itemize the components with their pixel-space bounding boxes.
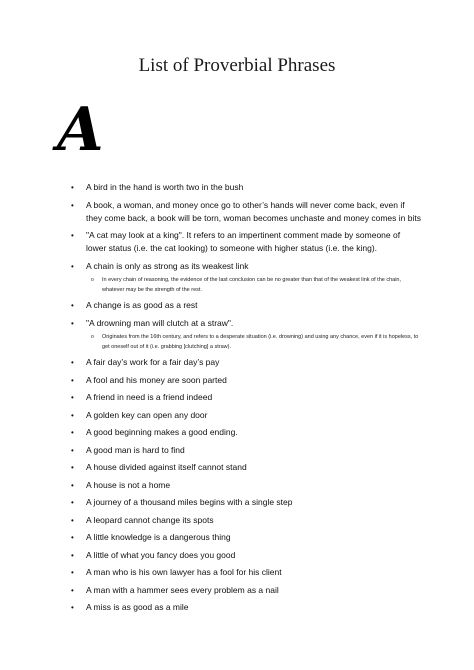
bullet-icon: • <box>71 568 74 577</box>
bullet-icon: • <box>71 550 74 560</box>
section-letter: A <box>57 95 104 165</box>
bullet-icon: • <box>71 603 74 612</box>
sublist-item <box>86 275 421 295</box>
bullet-icon: • <box>71 301 74 310</box>
bullet-icon: • <box>71 585 74 595</box>
list-item <box>71 299 421 312</box>
list-item-text: A little of what you fancy does you good <box>86 549 236 560</box>
bullet-icon: • <box>71 410 74 420</box>
list-item <box>71 444 421 457</box>
bullet-icon: • <box>71 480 74 490</box>
list-item <box>71 426 421 439</box>
list-item-text: A chain is only as strong as its weakest link <box>86 260 249 271</box>
circle-bullet-icon: o <box>91 276 94 283</box>
bullet-icon: • <box>71 261 74 271</box>
list-item-text: A leopard cannot change its spots <box>86 514 214 525</box>
bullet-icon: • <box>71 533 74 542</box>
bullet-icon: • <box>71 393 74 402</box>
list-item <box>71 181 421 194</box>
bullet-icon: • <box>71 498 74 507</box>
list-item-text: A house divided against itself cannot stand <box>86 462 247 472</box>
list-item-text: "A drowning man will clutch at a straw". <box>86 317 234 328</box>
list-item-text: A man with a hammer sees every problem as a nail <box>86 584 279 595</box>
bullet-icon: • <box>71 463 74 472</box>
list-item <box>71 514 421 527</box>
list-item-text: A bird in the hand is worth two in the bush <box>86 182 244 192</box>
sublist <box>86 275 421 295</box>
bullet-icon: • <box>71 445 74 455</box>
list-item <box>71 391 421 404</box>
list-item-text: A house is not a home <box>86 479 171 490</box>
sublist-item-text: In every chain of reasoning, the evidence of the last conclusion can be no greater than that of the weakest link of the chain, whatever may be the strength of the rest. <box>102 276 402 293</box>
list-item <box>71 549 421 562</box>
list-item <box>71 356 421 369</box>
list-item-text: A good beginning makes a good ending. <box>86 427 238 437</box>
list-item <box>71 531 421 544</box>
list-item-text: A journey of a thousand miles begins with a single step <box>86 497 293 507</box>
page-title: List of Proverbial Phrases <box>138 55 336 76</box>
bullet-icon: • <box>71 200 74 210</box>
bullet-icon: • <box>71 428 74 437</box>
bullet-icon: • <box>71 318 74 328</box>
list-item-text: A book, a woman, and money once go to other’s hands will never come back, even if they come back, a book will be torn, woman becomes unchaste and money comes in bits <box>86 199 421 223</box>
bullet-icon: • <box>71 375 74 385</box>
list-item <box>71 317 421 352</box>
list-item <box>71 409 421 422</box>
bullet-icon: • <box>71 183 74 192</box>
list-item <box>71 260 421 295</box>
proverb-list <box>71 181 421 619</box>
bullet-icon: • <box>71 231 74 240</box>
list-item-text: A man who is his own lawyer has a fool for his client <box>86 567 282 577</box>
list-item <box>71 461 421 474</box>
bullet-icon: • <box>71 515 74 525</box>
list-item <box>71 479 421 492</box>
list-item-text: A fool and his money are soon parted <box>86 374 227 385</box>
list-item-text: A little knowledge is a dangerous thing <box>86 532 231 542</box>
list-item <box>71 566 421 579</box>
list-item-text: A change is as good as a rest <box>86 300 198 310</box>
list-item-text: A friend in need is a friend indeed <box>86 392 213 402</box>
list-item <box>71 584 421 597</box>
sublist-item-text: Originates from the 16th century, and refers to a desperate situation (i.e. drowning) and using any chance, even if it is hopeless, to get oneself out of it (i.e. grabbing [clutching] a straw). <box>102 333 419 350</box>
list-item <box>71 374 421 387</box>
sublist-item <box>86 332 421 352</box>
sublist <box>86 332 421 352</box>
list-item <box>71 199 421 225</box>
list-item-text: "A cat may look at a king". It refers to an impertinent comment made by someone of lower status (i.e. the cat looking) to someone with higher status (i.e. the king). <box>86 230 401 253</box>
list-item-text: A miss is as good as a mile <box>86 602 189 612</box>
list-item-text: A good man is hard to find <box>86 444 185 455</box>
list-item <box>71 496 421 509</box>
list-item <box>71 229 421 255</box>
list-item <box>71 601 421 614</box>
bullet-icon: • <box>71 358 74 367</box>
list-item-text: A golden key can open any door <box>86 409 208 420</box>
list-item-text: A fair day’s work for a fair day’s pay <box>86 357 220 367</box>
circle-bullet-icon: o <box>91 333 94 340</box>
